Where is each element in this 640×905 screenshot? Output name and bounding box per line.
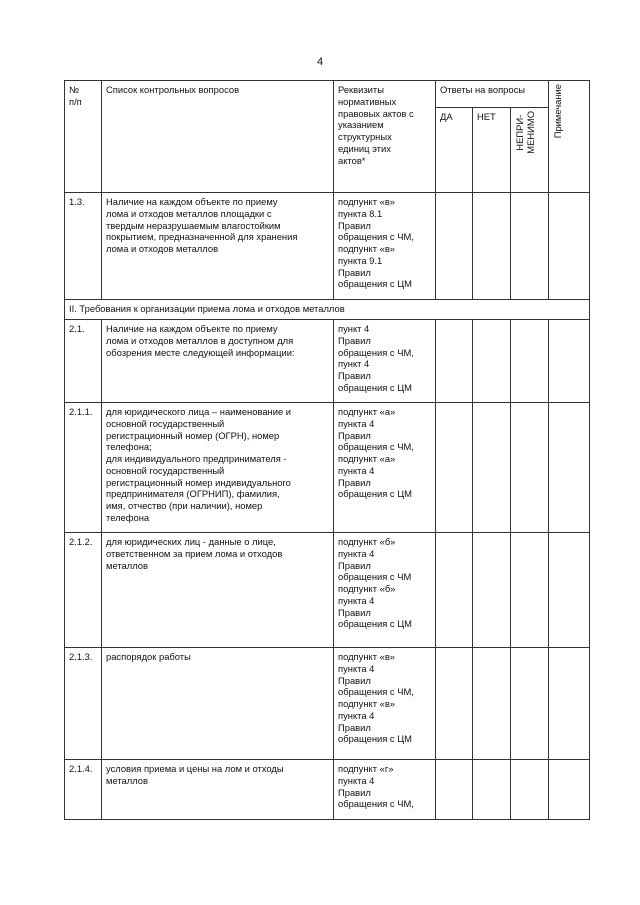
header-num: № п/п (65, 81, 102, 193)
row-question: для юридического лица – наименование и основной государственный регистрационный номер (ОГРН), номер телефона; для индивидуального предпринимателя - основной государственный регистрационный номер индивидуального предпринимателя (ОГРНИП), фамилия, имя, отчество (при наличии), номер телефона (102, 403, 334, 533)
row-requisites: подпункт «б» пункта 4 Правил обращения с ЧМ подпункт «б» пункта 4 Правил обращения с ЦМ (334, 533, 436, 648)
answer-na-cell[interactable] (511, 320, 549, 403)
row-question: для юридических лиц - данные о лице, ответственном за прием лома и отходов металлов (102, 533, 334, 648)
row-num: 2.1.1. (65, 403, 102, 533)
note-cell[interactable] (549, 648, 590, 760)
answer-yes-cell[interactable] (436, 760, 473, 820)
answer-yes-cell[interactable] (436, 648, 473, 760)
row-num: 1.3. (65, 193, 102, 300)
answer-yes-cell[interactable] (436, 533, 473, 648)
note-cell[interactable] (549, 320, 590, 403)
answer-yes-cell[interactable] (436, 403, 473, 533)
answer-na-cell[interactable] (511, 648, 549, 760)
section-row (65, 300, 590, 320)
row-requisites: подпункт «в» пункта 4 Правил обращения с ЧМ, подпункт «в» пункта 4 Правил обращения с ЦМ (334, 648, 436, 760)
row-num: 2.1.2. (65, 533, 102, 648)
table-row (65, 320, 590, 403)
row-question: Наличие на каждом объекте по приему лома и отходов металлов площадки с твердым неразрушаемым влагостойким покрытием, предназначенной для хранения лома и отходов металлов (102, 193, 334, 300)
row-num: 2.1.3. (65, 648, 102, 760)
note-cell[interactable] (549, 403, 590, 533)
answer-no-cell[interactable] (473, 760, 511, 820)
header-answers: Ответы на вопросы (436, 81, 549, 108)
row-question: условия приема и цены на лом и отходы металлов (102, 760, 334, 820)
row-num: 2.1. (65, 320, 102, 403)
checklist-table (64, 80, 590, 820)
row-num: 2.1.4. (65, 760, 102, 820)
note-cell[interactable] (549, 193, 590, 300)
note-cell[interactable] (549, 760, 590, 820)
table-row (65, 648, 590, 760)
table-row (65, 533, 590, 648)
header-questions: Список контрольных вопросов (102, 81, 334, 193)
table-row (65, 193, 590, 300)
answer-na-cell[interactable] (511, 760, 549, 820)
answer-no-cell[interactable] (473, 403, 511, 533)
answer-no-cell[interactable] (473, 193, 511, 300)
table-row (65, 403, 590, 533)
answer-no-cell[interactable] (473, 533, 511, 648)
note-cell[interactable] (549, 533, 590, 648)
row-requisites: пункт 4 Правил обращения с ЧМ, пункт 4 Правил обращения с ЦМ (334, 320, 436, 403)
answer-yes-cell[interactable] (436, 193, 473, 300)
row-question: Наличие на каждом объекте по приему лома и отходов металлов в доступном для обозрения месте следующей информации: (102, 320, 334, 403)
header-note: Примечание (549, 81, 590, 193)
row-requisites: подпункт «в» пункта 8.1 Правил обращения с ЧМ, подпункт «в» пункта 9.1 Правил обращения с ЦМ (334, 193, 436, 300)
header-no: НЕТ (473, 108, 511, 193)
answer-no-cell[interactable] (473, 648, 511, 760)
answer-na-cell[interactable] (511, 193, 549, 300)
row-requisites: подпункт «а» пункта 4 Правил обращения с ЧМ, подпункт «а» пункта 4 Правил обращения с ЦМ (334, 403, 436, 533)
header-na: НЕПРИ- МЕНИМО (511, 108, 549, 193)
answer-no-cell[interactable] (473, 320, 511, 403)
answer-yes-cell[interactable] (436, 320, 473, 403)
section-title: II. Требования к организации приема лома и отходов металлов (65, 300, 590, 320)
answer-na-cell[interactable] (511, 533, 549, 648)
row-requisites: подпункт «г» пункта 4 Правил обращения с ЧМ, (334, 760, 436, 820)
header-yes: ДА (436, 108, 473, 193)
page-number: 4 (316, 56, 324, 68)
row-question: распорядок работы (102, 648, 334, 760)
table-row (65, 760, 590, 820)
answer-na-cell[interactable] (511, 403, 549, 533)
header-requisites: Реквизиты нормативных правовых актов с указанием структурных единиц этих актов* (334, 81, 436, 193)
